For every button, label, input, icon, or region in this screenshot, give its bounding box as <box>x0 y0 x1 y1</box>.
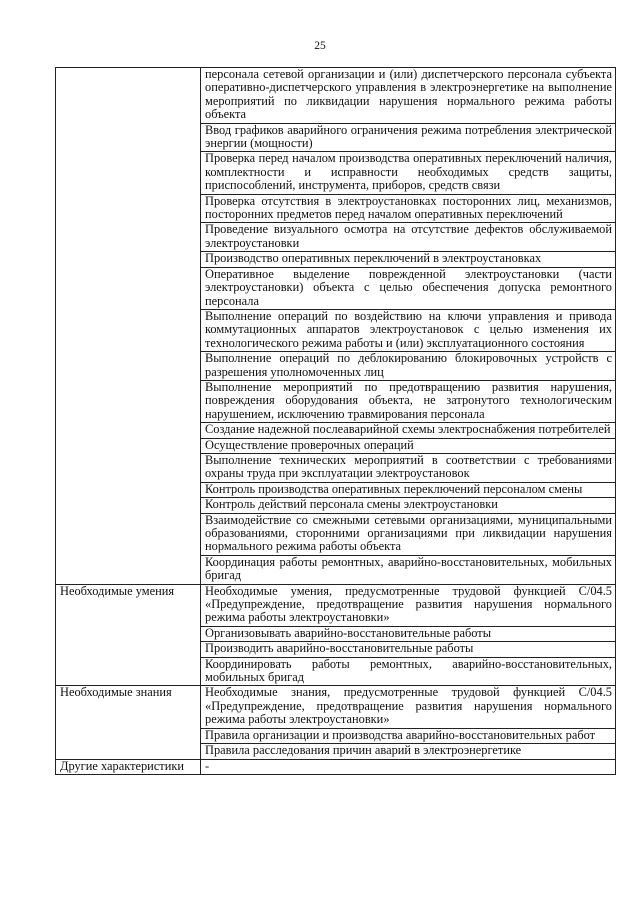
section-label: Необходимые знания <box>56 686 201 759</box>
requirement-item: Правила организации и производства аварийно-восстановительных работ <box>201 728 616 743</box>
requirement-item: Выполнение операций по деблокированию блокировочных устройств с разрешения уполномоченных лиц <box>201 352 616 381</box>
requirement-item: Оперативное выделение поврежденной электроустановки (части электроустановки) объекта с целью обеспечения допуска ремонтного персонала <box>201 267 616 309</box>
table-row <box>56 68 616 124</box>
requirement-item: Создание надежной послеаварийной схемы электроснабжения потребителей <box>201 423 616 438</box>
section-label <box>56 68 201 585</box>
requirement-item: Необходимые знания, предусмотренные трудовой функцией С/04.5 «Предупреждение, предотвращение развития нарушения нормального режима работы электроустановки» <box>201 686 616 728</box>
requirement-item: Ввод графиков аварийного ограничения режима потребления электрической энергии (мощности) <box>201 123 616 152</box>
page-number: 25 <box>314 40 326 52</box>
requirement-item: персонала сетевой организации и (или) диспетчерского персонала субъекта оперативно-диспетчерского управления в электроэнергетике на выполнение мероприятий по ликвидации нарушения нормального режима работы объекта <box>201 68 616 124</box>
requirement-item: Проверка перед началом производства оперативных переключений наличия, комплектности и исправности необходимых средств защиты, приспособлений, инструмента, приборов, средств связи <box>201 152 616 194</box>
requirement-item: Производство оперативных переключений в электроустановках <box>201 252 616 267</box>
requirement-item: Координировать работы ремонтных, аварийно-восстановительных, мобильных бригад <box>201 657 616 686</box>
requirement-item: Выполнение технических мероприятий в соответствии с требованиями охраны труда при эксплуатации электроустановок <box>201 453 616 482</box>
requirement-item: Выполнение мероприятий по предотвращению развития нарушения, повреждения оборудования объекта, не затронутого технологическим нарушением, исключению травмирования персонала <box>201 380 616 422</box>
table-row <box>56 686 616 728</box>
requirement-item: Осуществление проверочных операций <box>201 438 616 453</box>
requirement-item: Выполнение операций по воздействию на ключи управления и привода коммутационных аппаратов электроустановок с целью изменения их технологического режима работы и (или) эксплуатационного состояния <box>201 309 616 351</box>
requirement-item: Правила расследования причин аварий в электроэнергетике <box>201 744 616 759</box>
requirement-item: Проведение визуального осмотра на отсутствие дефектов обслуживаемой электроустановки <box>201 223 616 252</box>
requirements-table-body <box>56 68 616 775</box>
requirement-item: Координация работы ремонтных, аварийно-восстановительных, мобильных бригад <box>201 555 616 584</box>
requirement-item: Проверка отсутствия в электроустановках посторонних лиц, механизмов, посторонних предметов перед началом оперативных переключений <box>201 194 616 223</box>
section-label: Другие характеристики <box>56 759 201 774</box>
table-row <box>56 759 616 774</box>
requirement-item: Организовывать аварийно-восстановительные работы <box>201 626 616 641</box>
requirement-item: Контроль производства оперативных переключений персоналом смены <box>201 482 616 497</box>
requirement-item: - <box>201 759 616 774</box>
requirement-item: Необходимые умения, предусмотренные трудовой функцией С/04.5 «Предупреждение, предотвращение развития нарушения нормального режима работы электроустановки» <box>201 584 616 626</box>
requirement-item: Взаимодействие со смежными сетевыми организациями, муниципальными образованиями, сторонними организациями при ликвидации нарушения нормального режима работы объекта <box>201 513 616 555</box>
requirement-item: Контроль действий персонала смены электроустановки <box>201 498 616 513</box>
requirement-item: Производить аварийно-восстановительные работы <box>201 642 616 657</box>
table-row <box>56 584 616 626</box>
section-label: Необходимые умения <box>56 584 201 686</box>
requirements-table <box>55 67 616 775</box>
